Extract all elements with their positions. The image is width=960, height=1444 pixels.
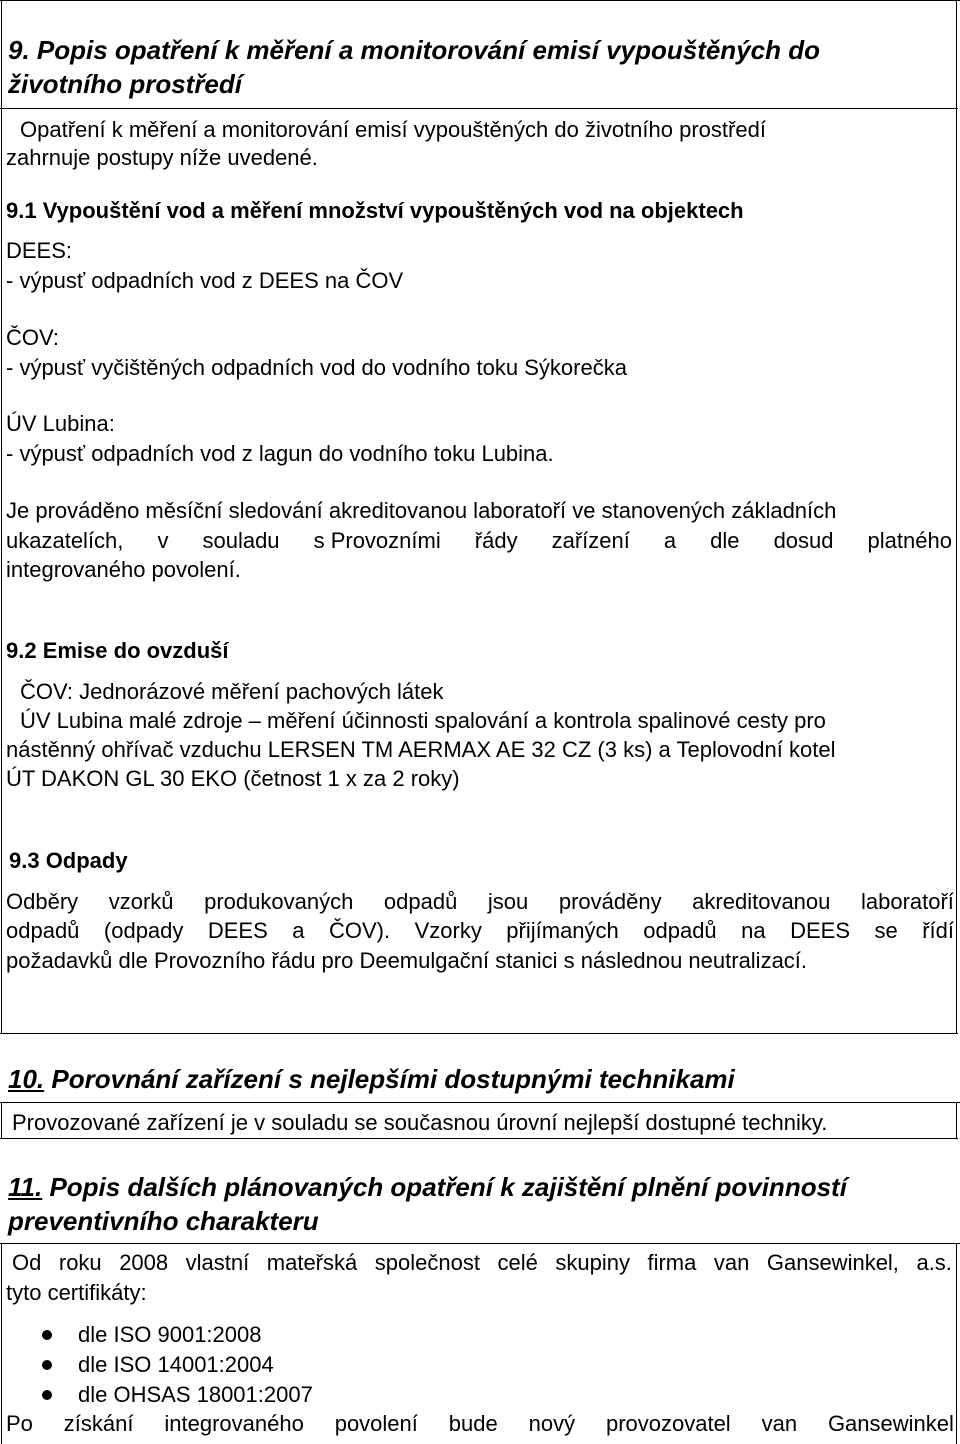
word: odpadů bbox=[6, 918, 80, 943]
box-header-divider bbox=[0, 108, 958, 109]
word: dosud bbox=[773, 528, 834, 553]
word: dle bbox=[710, 528, 740, 553]
section-9-1-title: 9.1 Vypouštění vod a měření množství vypouštěných vod na objektech bbox=[6, 198, 744, 223]
word: van bbox=[713, 1250, 750, 1275]
section-11-title-text: Popis dalších plánovaných opatření k zajištění plnění povinností bbox=[42, 1172, 847, 1202]
word: integrovaného bbox=[164, 1411, 304, 1436]
word: ČOV). bbox=[328, 918, 391, 943]
word: van bbox=[761, 1411, 798, 1436]
box-right-border bbox=[956, 0, 957, 1033]
cov-label: ČOV: bbox=[6, 325, 59, 350]
word: se bbox=[874, 918, 898, 943]
word: provozovatel bbox=[605, 1411, 731, 1436]
word: řády bbox=[474, 528, 518, 553]
section-9-2-line4: ÚT DAKON GL 30 EKO (četnost 1 x za 2 roky) bbox=[6, 766, 460, 791]
word: odpadů bbox=[383, 889, 458, 914]
section-9-2-line3: nástěnný ohřívač vzduchu LERSEN TM AERMAX AE 32 CZ (3 ks) a Teplovodní kotel bbox=[6, 737, 836, 762]
section-10-title-text: Porovnání zařízení s nejlepšími dostupnými technikami bbox=[44, 1064, 735, 1094]
word: odpadů bbox=[643, 918, 717, 943]
uv-item: - výpusť odpadních vod z lagun do vodního toku Lubina. bbox=[6, 441, 554, 466]
section-10-text: Provozované zařízení je v souladu se současnou úrovní nejlepší dostupné techniky. bbox=[12, 1110, 828, 1135]
section-10-top-border bbox=[0, 1102, 960, 1103]
section-11-number: 11. bbox=[8, 1172, 43, 1202]
monitoring-line3: integrovaného povolení. bbox=[6, 557, 241, 582]
word: v bbox=[157, 528, 169, 553]
word: Po bbox=[6, 1411, 33, 1436]
monitoring-line1: Je prováděno měsíční sledování akreditovanou laboratoří ve stanovených základních bbox=[6, 498, 837, 523]
word: přijímaných bbox=[506, 918, 619, 943]
word: 2008 bbox=[119, 1250, 169, 1275]
box-bottom-border bbox=[0, 1033, 958, 1034]
section-9-3-title: 9.3 Odpady bbox=[9, 848, 128, 873]
section-9-intro-line1: Opatření k měření a monitorování emisí vypouštěných do životního prostředí bbox=[20, 117, 766, 142]
uv-label: ÚV Lubina: bbox=[6, 411, 115, 436]
cert-item-3: dle OHSAS 18001:2007 bbox=[78, 1382, 313, 1407]
section-9-2-line1: ČOV: Jednorázové měření pachových látek bbox=[20, 679, 444, 704]
section-10-right-border bbox=[956, 1102, 957, 1138]
word: Odběry bbox=[6, 889, 79, 914]
section-9-title-line1: 9. Popis opatření k měření a monitorování emisí vypouštěných do bbox=[8, 35, 820, 65]
bullet-icon bbox=[42, 1360, 52, 1370]
word: celé bbox=[497, 1250, 538, 1275]
word: (odpady bbox=[103, 918, 184, 943]
section-9-2-line2: ÚV Lubina malé zdroje – měření účinnosti spalování a kontrola spalinové cesty pro bbox=[20, 708, 826, 733]
word: s Provozními bbox=[313, 528, 441, 553]
section-10-number: 10. bbox=[8, 1064, 45, 1094]
word: prováděny bbox=[558, 889, 662, 914]
section-9-title-line2: životního prostředí bbox=[8, 69, 242, 99]
word: vlastní bbox=[185, 1250, 250, 1275]
word: na bbox=[741, 918, 766, 943]
monitoring-line2 bbox=[6, 528, 952, 554]
section-11-text-line2: tyto certifikáty: bbox=[6, 1280, 147, 1305]
word: a bbox=[292, 918, 305, 943]
box-top-border bbox=[0, 0, 960, 1]
word: nový bbox=[528, 1411, 576, 1436]
section-9-intro-line2: zahrnuje postupy níže uvedené. bbox=[6, 145, 318, 170]
section-11-title-line2: preventivního charakteru bbox=[8, 1206, 319, 1236]
word: firma bbox=[647, 1250, 697, 1275]
bullet-icon bbox=[42, 1390, 52, 1400]
word: a.s. bbox=[916, 1250, 952, 1275]
section-9-3-line1 bbox=[6, 889, 954, 915]
word: a bbox=[663, 528, 677, 553]
section-11-title-line1 bbox=[8, 1171, 847, 1203]
word: Gansewinkel, bbox=[766, 1250, 899, 1275]
word: souladu bbox=[202, 528, 280, 553]
section-11-last-line bbox=[6, 1411, 954, 1437]
dees-item: - výpusť odpadních vod z DEES na ČOV bbox=[6, 268, 404, 293]
word: skupiny bbox=[555, 1250, 630, 1275]
word: společnost bbox=[374, 1250, 480, 1275]
word: akreditovanou bbox=[692, 889, 831, 914]
cert-item-2: dle ISO 14001:2004 bbox=[78, 1352, 274, 1377]
word: povolení bbox=[334, 1411, 418, 1436]
cert-item-1: dle ISO 9001:2008 bbox=[78, 1322, 262, 1347]
word: DEES bbox=[207, 918, 268, 943]
word: bude bbox=[448, 1411, 498, 1436]
section-10-left-border bbox=[1, 1102, 2, 1138]
word: ukazatelích, bbox=[6, 528, 124, 553]
word: DEES bbox=[790, 918, 851, 943]
box-left-border bbox=[1, 0, 2, 1033]
section-9-3-line3: požadavků dle Provozního řádu pro Deemulgační stanici s následnou neutralizací. bbox=[6, 948, 808, 973]
section-10-bottom-border bbox=[0, 1138, 958, 1139]
bullet-icon bbox=[42, 1330, 52, 1340]
section-11-right-border bbox=[956, 1243, 957, 1444]
dees-label: DEES: bbox=[6, 238, 73, 263]
section-11-top-border bbox=[0, 1243, 960, 1244]
section-10-title bbox=[8, 1063, 735, 1095]
word: získání bbox=[63, 1411, 134, 1436]
section-9-3-line2 bbox=[6, 918, 954, 944]
word: Od bbox=[12, 1250, 42, 1275]
section-9-2-title: 9.2 Emise do ovzduší bbox=[6, 638, 229, 663]
word: platného bbox=[867, 528, 952, 553]
section-11-left-border bbox=[1, 1243, 2, 1444]
word: produkovaných bbox=[204, 889, 354, 914]
word: Gansewinkel bbox=[827, 1411, 954, 1436]
word: zařízení bbox=[551, 528, 630, 553]
word: vzorků bbox=[108, 889, 174, 914]
section-11-text-line1 bbox=[12, 1250, 952, 1276]
word: laboratoří bbox=[860, 889, 954, 914]
cov-item: - výpusť vyčištěných odpadních vod do vodního toku Sýkorečka bbox=[6, 355, 627, 380]
word: mateřská bbox=[266, 1250, 358, 1275]
word: Vzorky bbox=[414, 918, 482, 943]
word: roku bbox=[58, 1250, 102, 1275]
word: jsou bbox=[487, 889, 529, 914]
word: řídí bbox=[922, 918, 954, 943]
